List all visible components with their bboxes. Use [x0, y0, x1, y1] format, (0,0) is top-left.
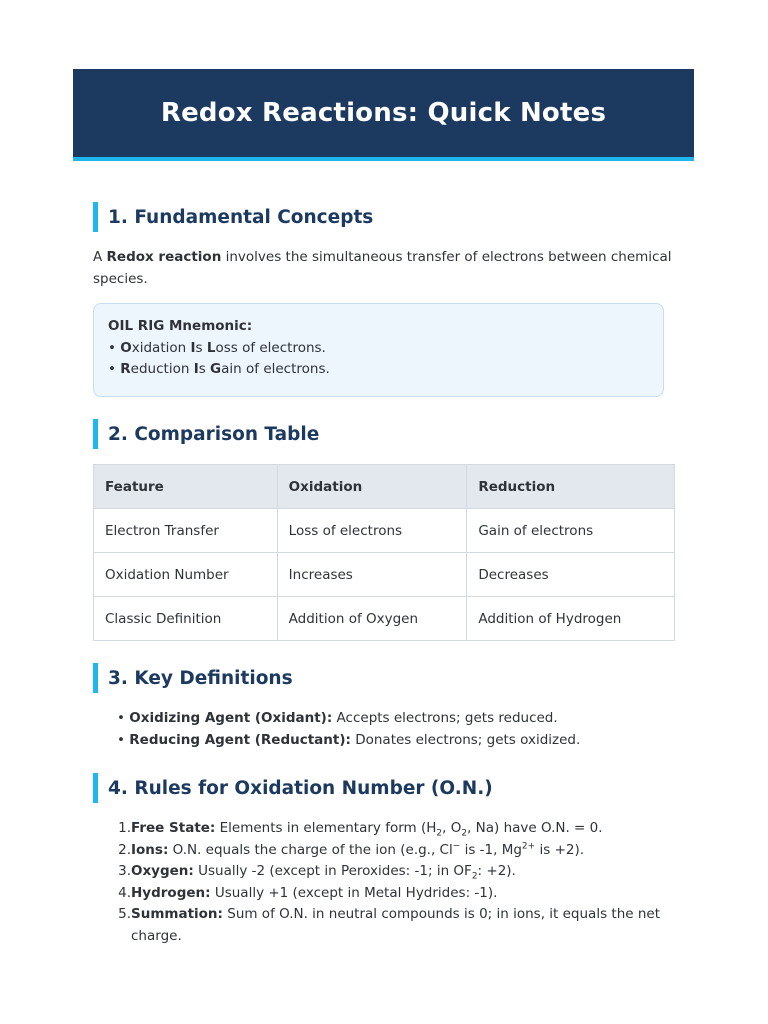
intro-paragraph [93, 246, 675, 290]
list-item: • Oxidizing Agent (Oxidant): Accepts electrons; gets reduced. [117, 710, 558, 726]
list-item: 3. Oxygen: Usually -2 (except in Peroxides: -1; in $OF_2$: +2). [118, 863, 516, 882]
table-header-row [94, 465, 675, 509]
table-cell: Increases [277, 553, 467, 597]
list-item: 1. Free State: Elements in elementary form ($H_2$, $O_2$, Na) have O.N. = 0. [118, 820, 603, 839]
column-header: Reduction [467, 465, 675, 509]
table-cell: Oxidation Number [94, 553, 278, 597]
column-header: Feature [94, 465, 278, 509]
mnemonic-line-reduction: • Reduction Is Gain of electrons. [108, 361, 330, 377]
section-heading-comparison-table: 2. Comparison Table [93, 419, 319, 449]
definitions-list [117, 707, 580, 751]
list-item: 5. Summation: Sum of O.N. in neutral compounds is 0; in ions, it equals the net charge. [118, 906, 661, 944]
comparison-table [93, 464, 675, 641]
list-item: • Reducing Agent (Reductant): Donates electrons; gets oxidized. [117, 732, 581, 748]
list-item: 4. Hydrogen: Usually +1 (except in Metal Hydrides: -1). [118, 884, 498, 901]
table-row [94, 553, 675, 597]
mnemonic-title: OIL RIG Mnemonic: [108, 318, 253, 334]
table-cell: Classic Definition [94, 597, 278, 641]
mnemonic-line-oxidation: • Oxidation Is Loss of electrons. [108, 339, 326, 356]
table-cell: Gain of electrons [467, 509, 675, 553]
intro-text: A [93, 249, 107, 265]
table-row [94, 509, 675, 553]
rules-list [93, 818, 663, 947]
page-title: Redox Reactions: Quick Notes [160, 98, 607, 128]
table-cell: Addition of Hydrogen [467, 597, 675, 641]
section-heading-fundamental-concepts: 1. Fundamental Concepts [93, 202, 373, 232]
title-banner [73, 69, 694, 161]
intro-term: Redox reaction [106, 249, 222, 265]
table-cell: Decreases [467, 553, 675, 597]
column-header: Oxidation [277, 465, 467, 509]
section-heading-key-definitions: 3. Key Definitions [93, 663, 293, 693]
table-cell: Electron Transfer [94, 509, 278, 553]
intro-text: involves the simultaneous transfer of electrons between chemical species. [93, 249, 672, 287]
list-item: 2. Ions: O.N. equals the charge of the ion (e.g., Cl− is -1, $Mg^{2+}$ is +2). [118, 841, 585, 858]
table-cell: Addition of Oxygen [277, 597, 467, 641]
section-heading-oxidation-number-rules: 4. Rules for Oxidation Number (O.N.) [93, 773, 493, 803]
table-cell: Loss of electrons [277, 509, 467, 553]
table-row [94, 597, 675, 641]
mnemonic-box [93, 303, 664, 397]
